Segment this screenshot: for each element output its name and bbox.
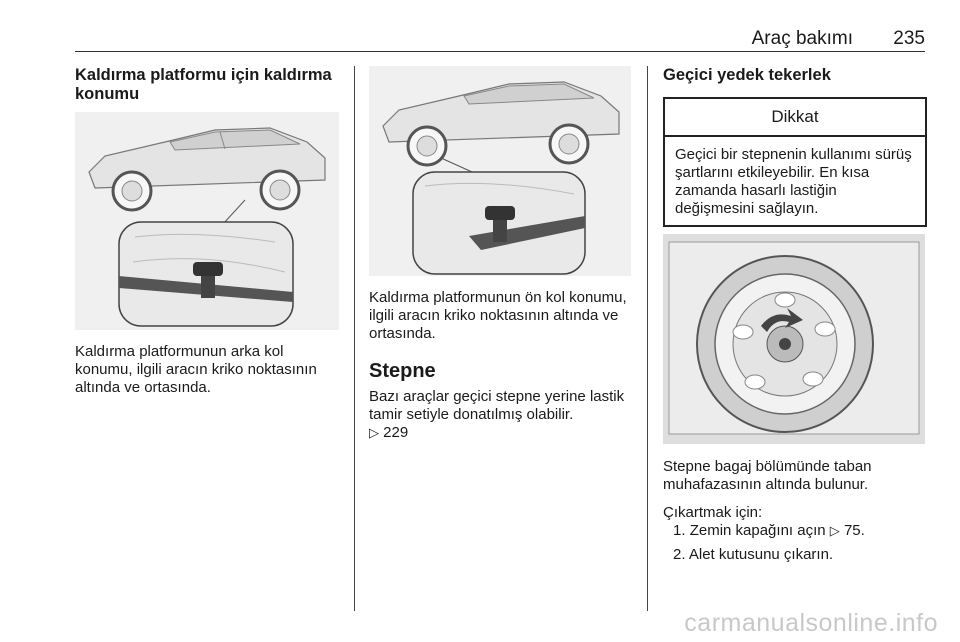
column-divider-right <box>647 66 648 611</box>
front-lift-arm-illustration <box>369 66 631 276</box>
warning-box <box>663 97 927 227</box>
spare-tyre-text <box>369 388 639 442</box>
rear-lift-arm-illustration <box>75 112 339 330</box>
step-text-2: Alet kutusunu çıkarın. <box>688 546 834 563</box>
step-page-ref-1[interactable]: 75. <box>843 522 865 539</box>
spare-tyre-page-ref[interactable]: 229 <box>383 424 409 441</box>
step-item-2 <box>673 546 833 564</box>
page-number: 235 <box>893 28 925 49</box>
front-lift-caption-block <box>369 289 639 442</box>
right-column <box>663 66 925 85</box>
warning-title: Dikkat <box>665 99 925 137</box>
step-number-2: 2. <box>673 546 686 563</box>
step-number-1: 1. <box>673 522 686 539</box>
temporary-spare-heading: Geçici yedek tekerlek <box>663 66 831 84</box>
step-text-1: Zemin kapağını açın <box>689 522 826 539</box>
page-header <box>75 26 925 52</box>
watermark: carmanualsonline.info <box>684 609 938 637</box>
step-item-1 <box>673 522 865 540</box>
header-rule <box>75 51 925 52</box>
page-ref-arrow-icon: ▷ <box>829 523 840 538</box>
spare-tyre-heading: Stepne <box>369 360 436 382</box>
steps-intro: Çıkartmak için: <box>663 504 763 521</box>
front-lift-caption: Kaldırma platformunun ön kol konumu, ilgili aracın kriko noktasının altında ve ortasında. <box>369 289 627 342</box>
header-title: Araç bakımı <box>751 28 853 49</box>
left-column <box>75 66 340 104</box>
spare-caption-block <box>663 458 925 522</box>
warning-text: Geçici bir stepnenin kullanımı sürüş şartlarını etkileyebilir. En kısa zamanda hasarlı lastiğin değişmesini sağlayın. <box>675 146 912 217</box>
rear-lift-caption: Kaldırma platformunun arka kol konumu, ilgili aracın kriko noktasının altında ve ortasında. <box>75 343 317 396</box>
spare-location-caption: Stepne bagaj bölümünde taban muhafazasının altında bulunur. <box>663 458 872 493</box>
column-divider-left <box>354 66 355 611</box>
spare-tyre-description: Bazı araçlar geçici stepne yerine lastik tamir setiyle donatılmış olabilir. <box>369 388 625 423</box>
lift-position-heading: Kaldırma platformu için kaldırma konumu <box>75 66 332 103</box>
spare-wheel-illustration <box>663 234 925 444</box>
rear-lift-caption-block <box>75 343 345 397</box>
page-ref-arrow-icon: ▷ <box>369 425 379 440</box>
